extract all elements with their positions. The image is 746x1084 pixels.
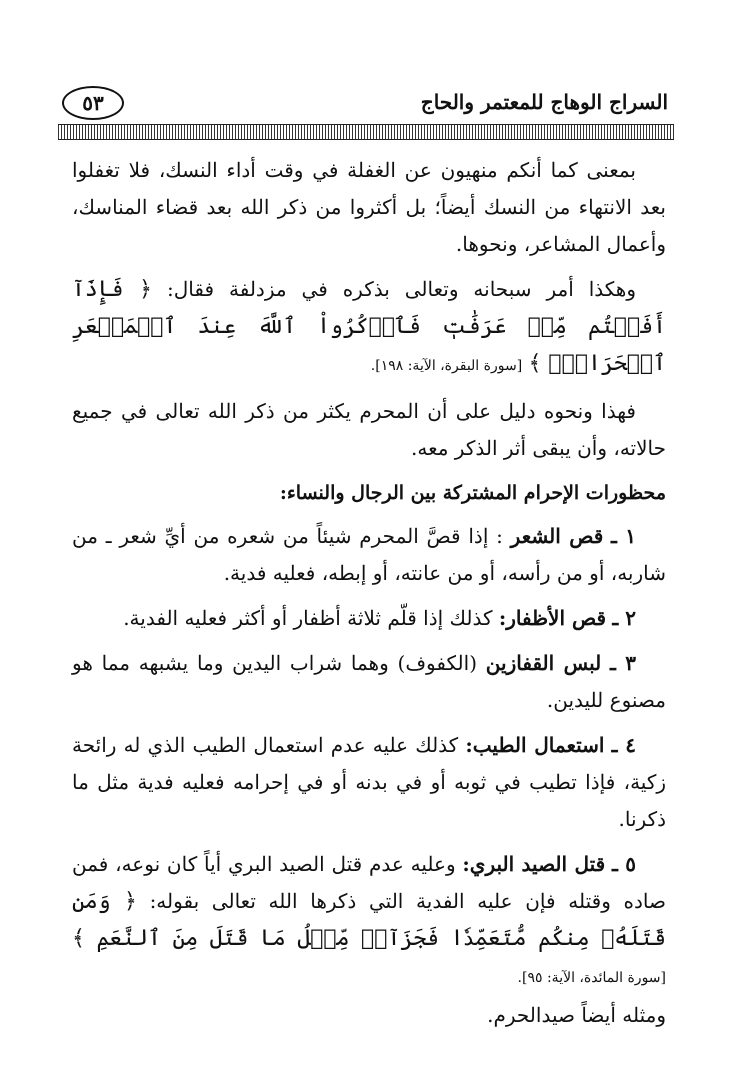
item-number: ٤ ـ [611,733,637,757]
item-number: ٢ ـ [612,606,636,630]
page-number: ٥٣ [62,86,124,120]
item-number: ١ ـ [611,524,637,548]
paragraph-2-lead: وهكذا أمر سبحانه وتعالى بذكره في مزدلفة فقال: [167,277,637,301]
item-term: قص الأظفار: [498,606,607,630]
header-divider-band [58,124,674,140]
item-tail: ومثله أيضاً صيدالحرم. [487,1003,666,1027]
item-text: وعليه عدم قتل الصيد البري أياً كان نوعه، فمن صاده وقتله فإن عليه الفدية التي ذكرها الله تعالى بقوله: [72,852,666,913]
item-term: قص الشعر [510,524,604,548]
verse-reference-maidah: [سورة المائدة، الآية: ٩٥]. [517,970,666,986]
verse-reference-baqarah: [سورة البقرة، الآية: ١٩٨]. [370,358,523,374]
page-header [60,82,672,122]
paragraph-2 [72,271,666,385]
item-text: كذلك عليه عدم استعمال الطيب الذي له رائحة زكية، فإذا تطيب في ثوبه أو في بدنه أو في إحرامه فعليه فدية مثل ما ذكرنا. [72,733,666,831]
quran-verse-maidah: ﴿ وَمَن قَتَلَهُۥ مِنكُم مُّتَعَمِّدٗا فَجَزَآءٞ مِّثۡلُ مَا قَتَلَ مِنَ ٱلنَّعَمِ ﴾ [72,889,666,951]
quran-verse-baqarah: ﴿ فَإِذَآ أَفَضۡتُم مِّنۡ عَرَفَٰتٖ فَٱذۡكُرُواْ ٱللَّهَ عِندَ ٱلۡمَشۡعَرِ ٱلۡحَرَامِۖ ﴾ [72,277,666,376]
section-title: محظورات الإحرام المشتركة بين الرجال والنساء: [279,482,666,504]
running-title: السراج الوهاج للمعتمر والحاج [420,90,668,114]
list-item [72,518,666,592]
item-text: (الكفوف) وهما شراب اليدين وما يشبهه مما هو مصنوع لليدين. [72,651,666,712]
item-text: كذلك إذا قلّم ثلاثة أظفار أو أكثر فعليه الفدية. [123,606,493,630]
list-item [72,727,666,838]
item-term: لبس القفازين [485,651,602,675]
list-item [72,645,666,719]
item-number: ٥ ـ [612,852,637,876]
paragraph-1: بمعنى كما أنكم منهيون عن الغفلة في وقت أداء النسك، فلا تغفلوا بعد الانتهاء من النسك أيضاً؛ بل أكثروا من ذكر الله بعد قضاء المناسك، وأعمال المشاعر، ونحوها. [72,158,666,256]
item-term: قتل الصيد البري: [462,852,606,876]
page-body [72,152,666,1042]
list-item [72,600,666,637]
list-item [72,846,666,1034]
paragraph-3: فهذا ونحوه دليل على أن المحرم يكثر من ذكر الله تعالى في جميع حالاته، وأن يبقى أثر الذكر معه. [72,399,666,460]
item-number: ٣ ـ [610,651,636,675]
item-term: استعمال الطيب: [465,733,605,757]
item-text: : إذا قصَّ المحرم شيئاً من شعره من أيِّ شعر ـ من شاربه، أو من رأسه، أو من عانته، أو إبطه، فعليه فدية. [72,524,666,585]
